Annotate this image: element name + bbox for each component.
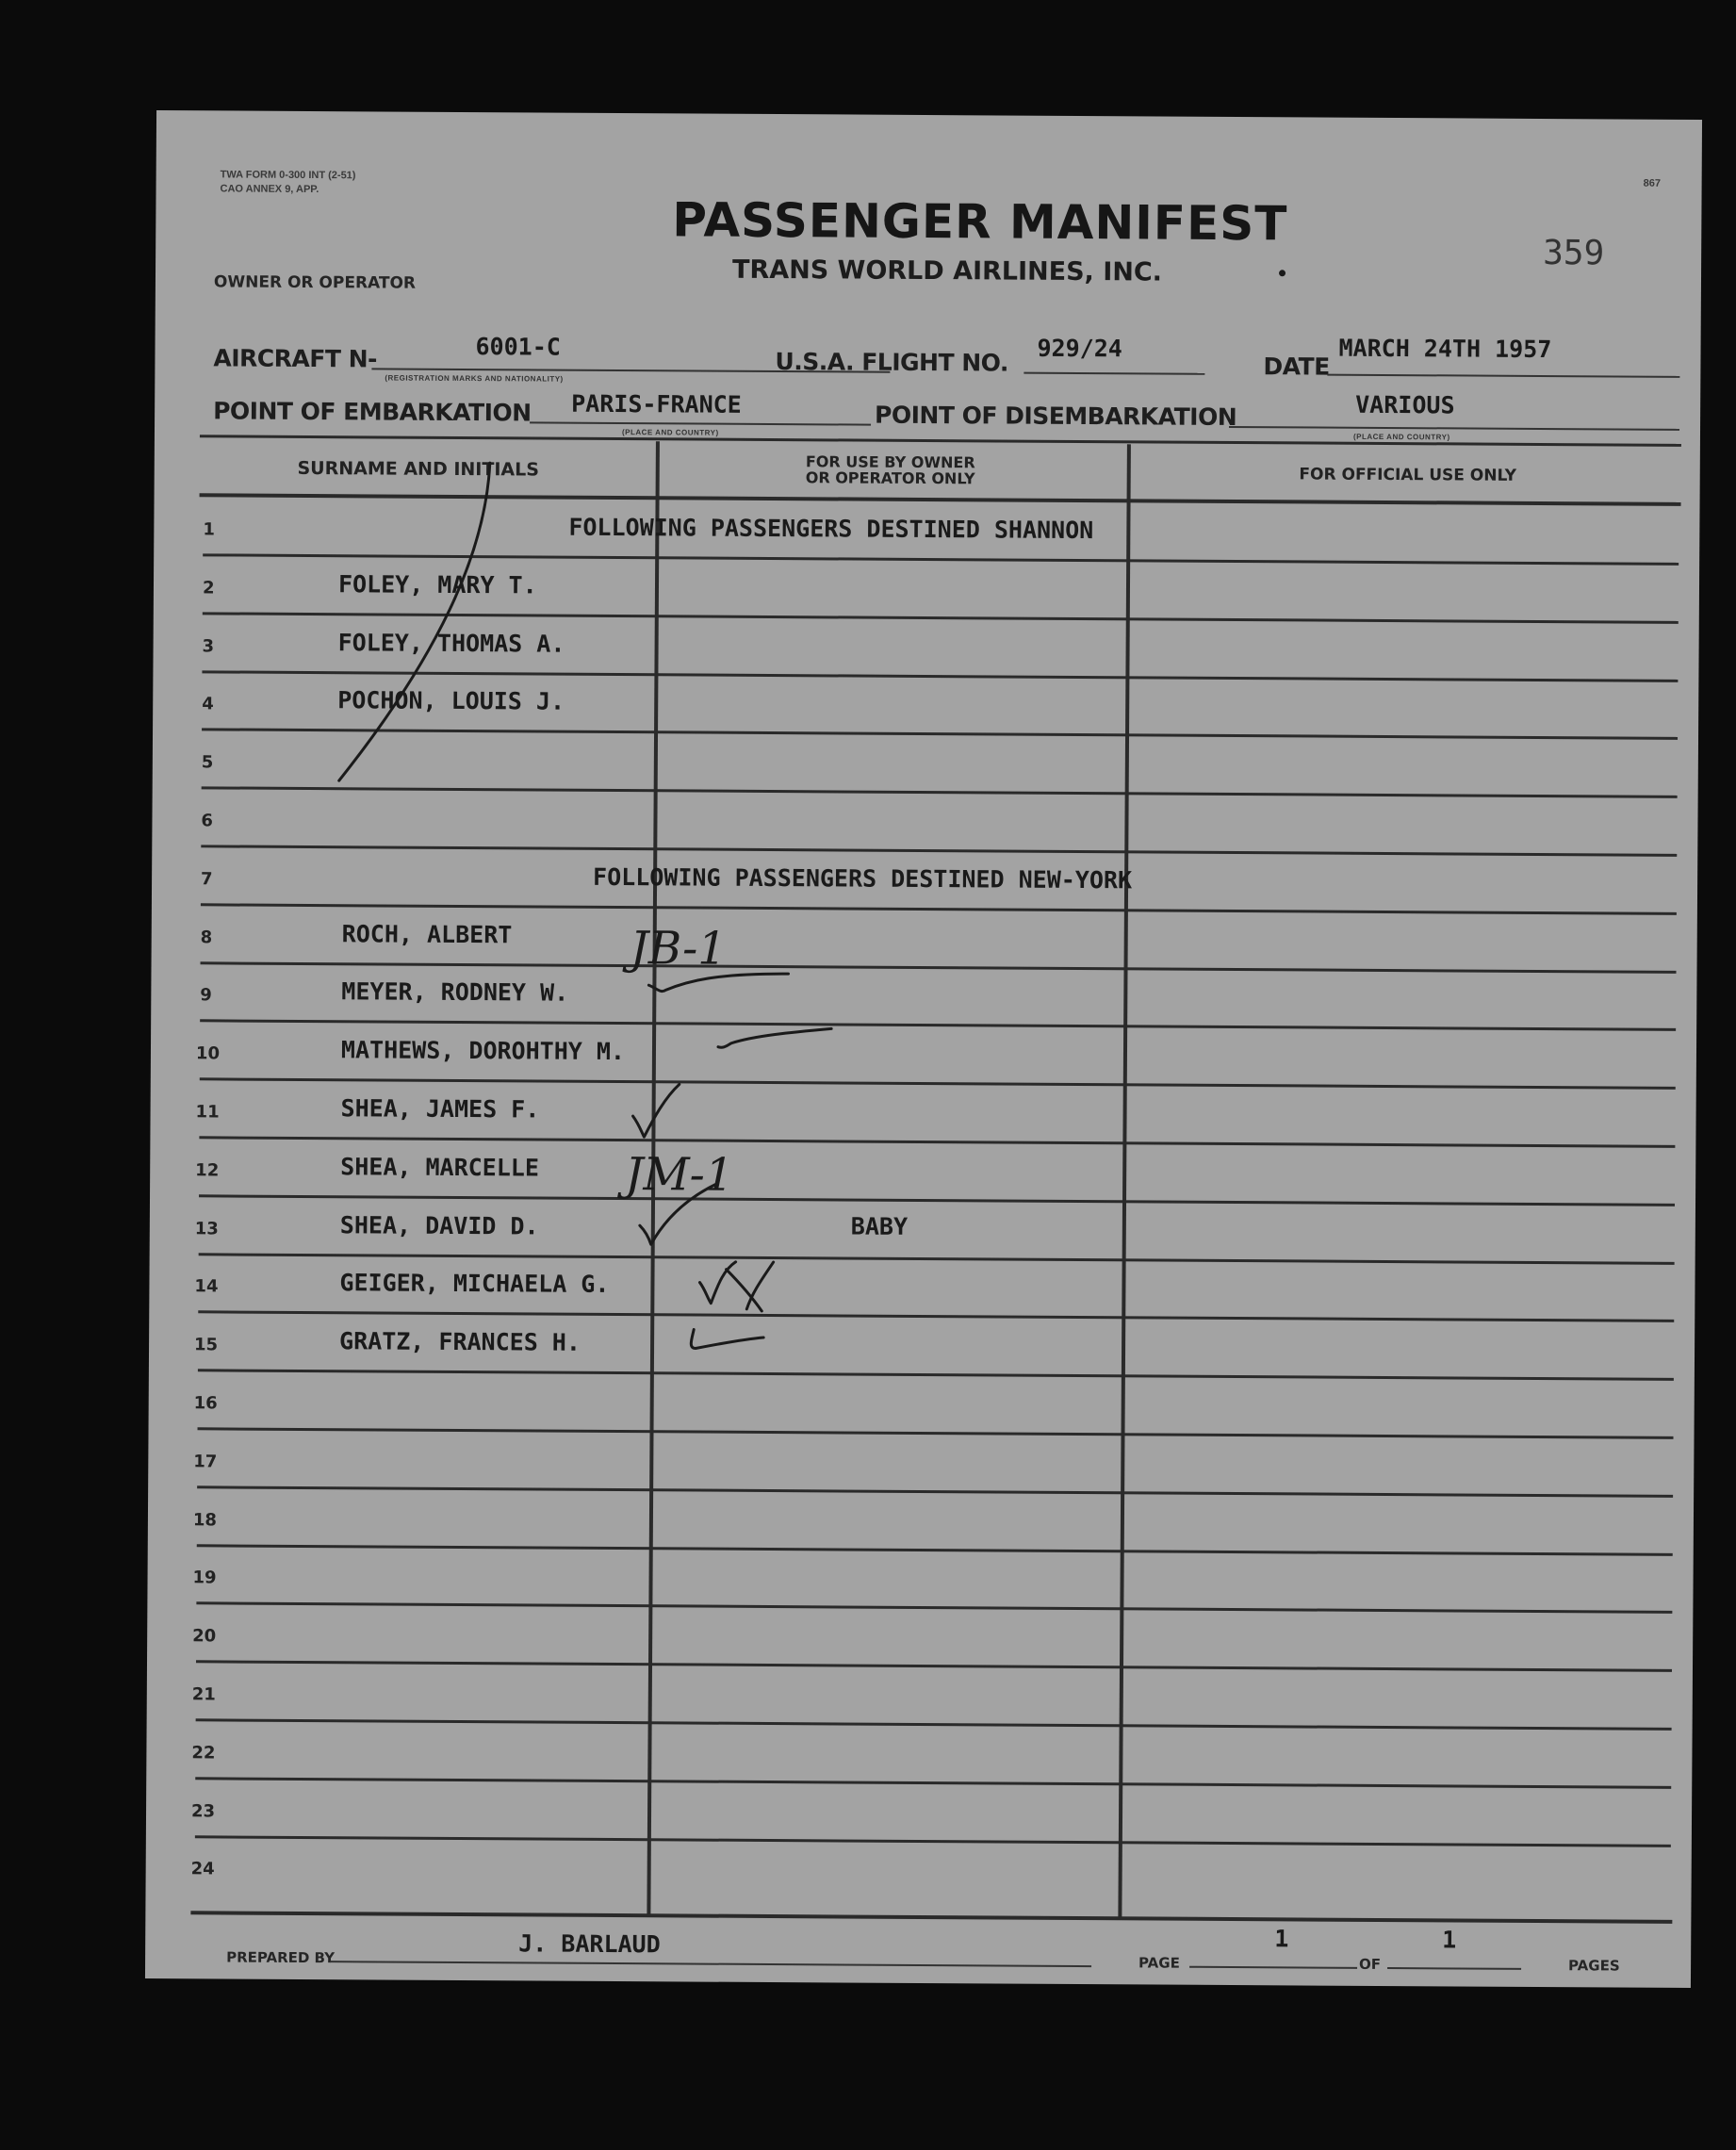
flight-value: 929/24 — [1037, 334, 1122, 363]
page-value: 1 — [1274, 1925, 1289, 1953]
column-header-operator-line2: OR OPERATOR ONLY — [805, 468, 975, 488]
passenger-name: SHEA, MARCELLE — [340, 1153, 540, 1182]
row-number: 22 — [191, 1743, 216, 1764]
passenger-name: MEYER, RODNEY W. — [341, 977, 569, 1008]
page-underline — [1189, 1966, 1357, 1969]
row-rule — [201, 903, 1677, 915]
aircraft-label: AIRCRAFT N- — [213, 344, 378, 373]
row-number: 11 — [195, 1102, 220, 1123]
row-number: 21 — [191, 1684, 216, 1705]
date-underline — [1327, 374, 1679, 378]
row-number: 1 — [203, 519, 215, 540]
checkmark-mathews — [718, 1028, 831, 1048]
row-number: 3 — [202, 635, 215, 656]
form-number: TWA FORM 0-300 INT (2-51) — [220, 169, 356, 182]
row-rule — [198, 1369, 1674, 1381]
handwritten-mark-roch: JB-1 — [630, 922, 727, 976]
checkmark-meyer — [648, 973, 788, 992]
row-number: 7 — [201, 869, 213, 890]
column-header-surname: SURNAME AND INITIALS — [297, 457, 540, 481]
flight-label: U.S.A. FLIGHT NO. — [775, 348, 1008, 377]
destination-heading: FOLLOWING PASSENGERS DESTINED NEW-YORK — [593, 862, 1133, 894]
row-number: 10 — [195, 1043, 221, 1064]
row-number: 12 — [195, 1160, 220, 1181]
prepared-label: PREPARED BY — [226, 1948, 336, 1967]
corner-number: 867 — [1643, 177, 1662, 189]
row-rule — [198, 1311, 1674, 1323]
row-rule — [197, 1544, 1673, 1556]
embark-label: POINT OF EMBARKATION — [213, 397, 532, 427]
passenger-name: POCHON, LOUIS J. — [337, 686, 565, 716]
passenger-name: FOLEY, THOMAS A. — [337, 628, 565, 658]
annex-reference: CAO ANNEX 9, APP. — [220, 183, 319, 196]
row-rule — [196, 1718, 1672, 1731]
prepared-underline — [330, 1961, 1091, 1967]
row-number: 23 — [190, 1800, 216, 1822]
row-rule — [195, 1835, 1671, 1847]
owner-label: OWNER OR OPERATOR — [213, 272, 417, 293]
ink-dot — [1279, 270, 1286, 276]
handwritten-mark-shea-marcelle: JM-1 — [625, 1148, 734, 1202]
row-number: 14 — [194, 1276, 219, 1297]
column-divider-2 — [1118, 444, 1131, 1917]
row-rule — [199, 1194, 1675, 1206]
airline-name: TRANS WORLD AIRLINES, INC. — [731, 254, 1163, 287]
row-rule — [203, 553, 1679, 566]
row-rule — [201, 961, 1677, 974]
disembark-value: VARIOUS — [1355, 390, 1455, 419]
row-rule — [202, 729, 1678, 741]
date-value: MARCH 24TH 1957 — [1338, 334, 1552, 364]
row-number: 2 — [202, 578, 215, 599]
row-rule — [197, 1485, 1673, 1498]
of-underline — [1387, 1967, 1521, 1970]
of-label: OF — [1359, 1955, 1382, 1973]
checkmark-shea-james — [632, 1084, 679, 1137]
embark-value: PARIS-FRANCE — [571, 389, 742, 419]
row-number: 18 — [192, 1509, 218, 1531]
column-header-operator-line1: FOR USE BY OWNER — [805, 452, 975, 472]
disembark-sublabel: (PLACE AND COUNTRY) — [1352, 432, 1450, 442]
row-number: 19 — [192, 1567, 217, 1588]
row-number: 8 — [200, 927, 213, 947]
manifest-sheet — [145, 110, 1702, 1988]
disembark-label: POINT OF DISEMBARKATION — [875, 401, 1237, 432]
row-rule — [200, 1020, 1676, 1032]
row-rule — [202, 670, 1678, 682]
row-number: 15 — [194, 1335, 219, 1355]
header-bottom-rule — [200, 493, 1681, 506]
row-number: 6 — [201, 811, 214, 831]
checkmark-geiger — [699, 1262, 735, 1304]
row-number: 20 — [192, 1626, 217, 1647]
checkmark-gratz — [691, 1329, 763, 1348]
passenger-name: ROCH, ALBERT — [341, 919, 513, 948]
row-number: 13 — [194, 1218, 219, 1239]
embark-sublabel: (PLACE AND COUNTRY) — [621, 428, 719, 437]
disembark-underline — [1229, 426, 1679, 431]
embark-underline — [530, 421, 871, 425]
page-stamp: 359 — [1543, 233, 1605, 273]
row-rule — [200, 1077, 1676, 1090]
row-number: 24 — [190, 1859, 215, 1879]
aircraft-value: 6001-C — [475, 333, 561, 361]
row-rule — [195, 1777, 1671, 1789]
passenger-name: SHEA, DAVID D. — [339, 1210, 539, 1240]
row-rule — [201, 845, 1677, 857]
row-number: 17 — [193, 1452, 218, 1472]
row-number: 4 — [202, 694, 214, 714]
passenger-name: SHEA, JAMES F. — [340, 1094, 540, 1124]
row-number: 16 — [193, 1393, 218, 1414]
strike-through-stroke — [339, 462, 490, 781]
of-value: 1 — [1442, 1926, 1457, 1954]
row-number: 5 — [201, 752, 214, 773]
flight-underline — [1024, 372, 1204, 375]
column-divider-1 — [647, 441, 660, 1914]
passenger-name: MATHEWS, DOROHTHY M. — [340, 1036, 626, 1066]
prepared-value: J. BARLAUD — [518, 1929, 661, 1959]
aircraft-sublabel: (REGISTRATION MARKS AND NATIONALITY) — [385, 373, 564, 384]
row-rule — [198, 1427, 1674, 1439]
row-number: 9 — [200, 985, 212, 1006]
page-label: PAGE — [1138, 1954, 1180, 1972]
pages-label: PAGES — [1568, 1957, 1620, 1975]
date-label: DATE — [1263, 353, 1330, 381]
column-header-official: FOR OFFICIAL USE ONLY — [1299, 465, 1517, 485]
passenger-name: GRATZ, FRANCES H. — [339, 1327, 581, 1356]
row-rule — [199, 1253, 1675, 1265]
passenger-name: GEIGER, MICHAELA G. — [339, 1269, 610, 1299]
page-title: PASSENGER MANIFEST — [672, 192, 1288, 252]
operator-note: BABY — [850, 1212, 909, 1240]
row-rule — [196, 1602, 1672, 1615]
passenger-name: FOLEY, MARY T. — [337, 569, 537, 599]
row-rule — [196, 1660, 1672, 1672]
table-bottom-rule — [190, 1911, 1672, 1924]
row-rule — [203, 612, 1679, 624]
row-rule — [202, 787, 1678, 799]
row-rule — [199, 1136, 1675, 1148]
destination-heading: FOLLOWING PASSENGERS DESTINED SHANNON — [568, 513, 1094, 545]
cross-geiger — [726, 1262, 773, 1311]
